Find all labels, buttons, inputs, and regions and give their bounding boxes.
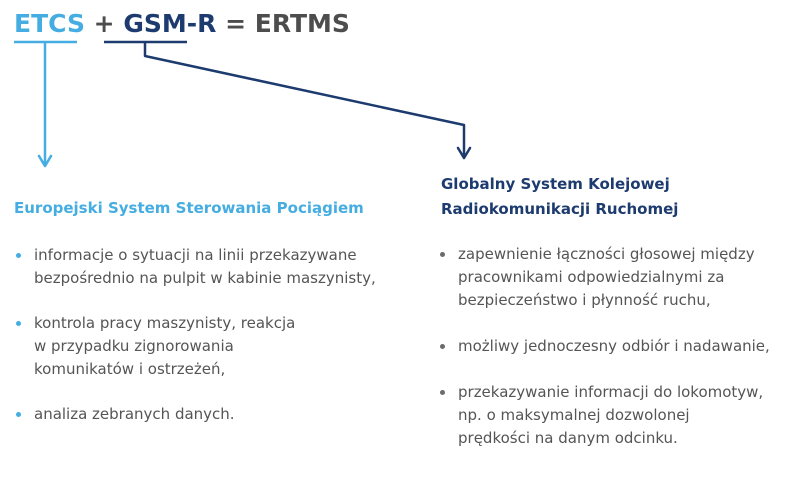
list-item bbox=[16, 244, 406, 290]
list-item-line: zapewnienie łączności głosowej między bbox=[458, 245, 755, 263]
list-item-line: bezpieczeństwo i płynność ruchu, bbox=[458, 291, 711, 309]
etcs-feature-list bbox=[16, 244, 406, 448]
gsmr-title bbox=[441, 172, 678, 222]
list-item bbox=[440, 381, 795, 450]
etcs-title: Europejski System Sterowania Pociągiem bbox=[14, 199, 364, 217]
list-item bbox=[16, 403, 406, 426]
list-item bbox=[440, 243, 795, 312]
list-item-line: komunikatów i ostrzeżeń, bbox=[34, 360, 226, 378]
list-item-line: informacje o sytuacji na linii przekazywane bbox=[34, 246, 357, 264]
bullet-icon bbox=[440, 390, 445, 395]
equals-sign: = bbox=[225, 9, 247, 38]
bullet-icon bbox=[440, 252, 445, 257]
ertms-term: ERTMS bbox=[254, 9, 350, 38]
list-item-line: przekazywanie informacji do lokomotyw, bbox=[458, 383, 764, 401]
bullet-icon bbox=[16, 412, 21, 417]
list-item-line: prędkości na danym odcinku. bbox=[458, 429, 678, 447]
plus-sign: + bbox=[93, 9, 115, 38]
list-item-line: analiza zebranych danych. bbox=[34, 405, 235, 423]
bullet-icon bbox=[16, 253, 21, 258]
list-item-line: bezpośrednio na pulpit w kabinie maszynisty, bbox=[34, 269, 376, 287]
list-item-line: np. o maksymalnej dozwolonej bbox=[458, 406, 690, 424]
list-item-line: kontrola pracy maszynisty, reakcja bbox=[34, 314, 296, 332]
gsmr-title-line-2: Radiokomunikacji Ruchomej bbox=[441, 200, 679, 218]
gsmr-arrow bbox=[145, 42, 464, 156]
etcs-term: ETCS bbox=[14, 9, 85, 38]
bullet-icon bbox=[16, 321, 21, 326]
list-item-line: możliwy jednoczesny odbiór i nadawanie, bbox=[458, 337, 770, 355]
gsmr-title-line-1: Globalny System Kolejowej bbox=[441, 175, 670, 193]
list-item-line: w przypadku zignorowania bbox=[34, 337, 234, 355]
list-item bbox=[16, 312, 406, 381]
bullet-icon bbox=[440, 344, 445, 349]
gsmr-feature-list bbox=[440, 243, 795, 473]
gsmr-term: GSM-R bbox=[123, 9, 217, 38]
list-item bbox=[440, 335, 795, 358]
list-item-line: pracownikami odpowiedzialnymi za bbox=[458, 268, 725, 286]
